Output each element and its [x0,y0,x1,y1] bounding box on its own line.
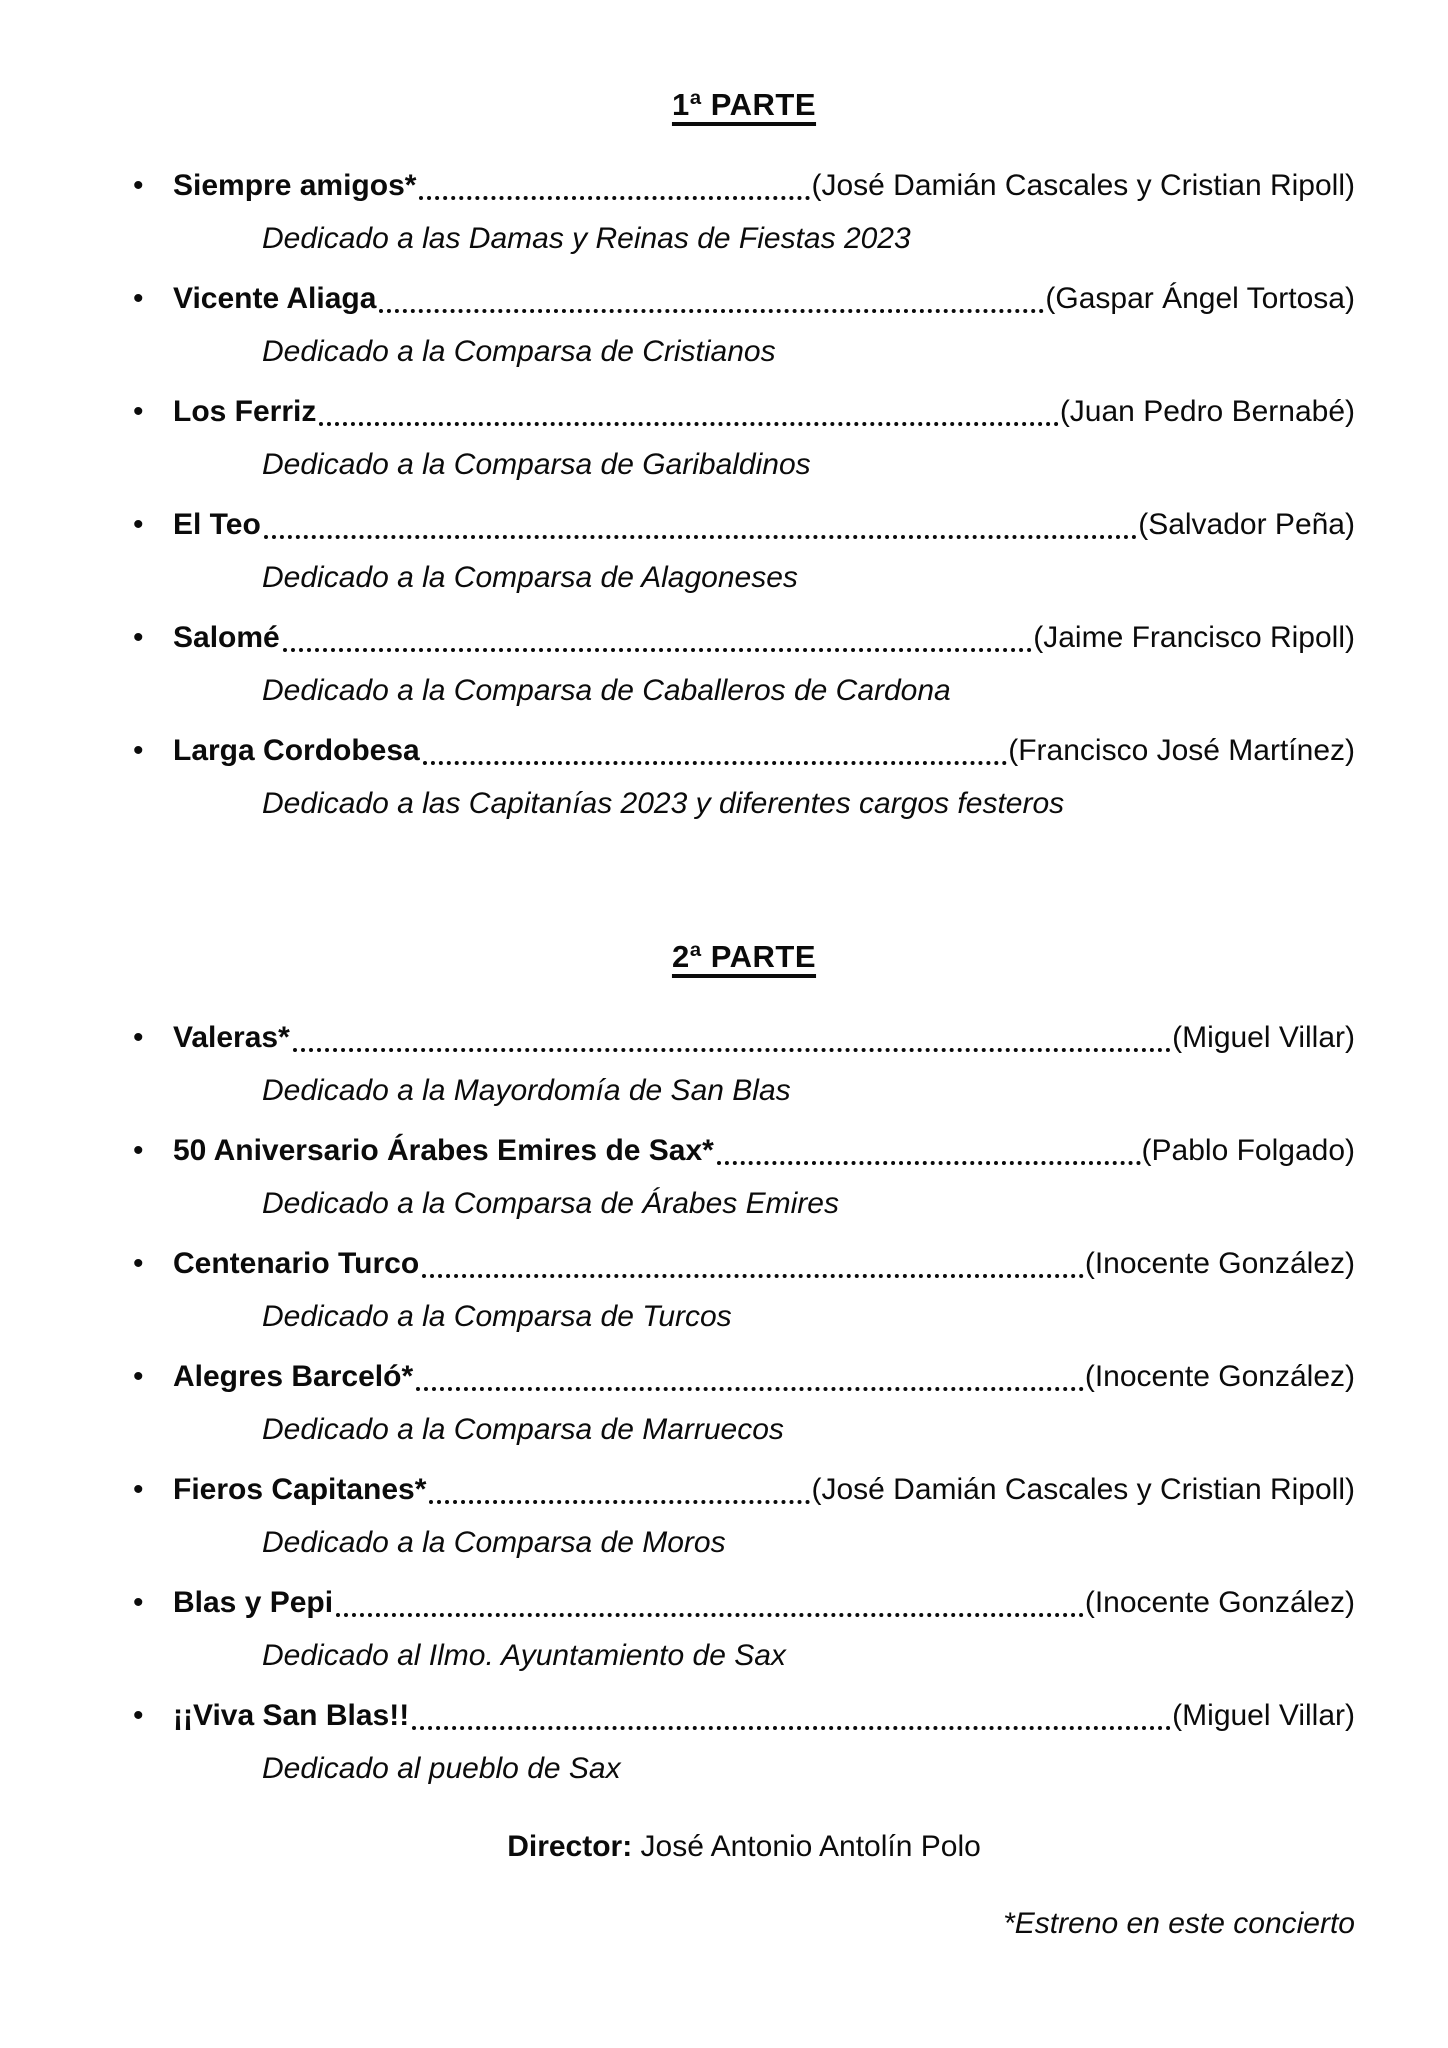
part-2-heading [133,930,1355,983]
song-dedication: Dedicado a la Comparsa de Caballeros de Cardona [262,674,951,707]
song-dedication: Dedicado a las Capitanías 2023 y diferentes cargos festeros [262,787,1065,820]
song-row [133,159,1355,212]
song-row [133,1237,1355,1290]
song-dedication: Dedicado a la Comparsa de Garibaldinos [262,448,811,481]
director-line [133,1820,1355,1873]
song-dedication: Dedicado a las Damas y Reinas de Fiestas 2023 [262,222,911,255]
song-composer: (Gaspar Ángel Tortosa) [1045,282,1355,315]
bullet-icon: • [133,1586,144,1619]
bullet-icon: • [133,734,144,767]
song-composer: (Inocente González) [1084,1247,1355,1280]
song-title: Fieros Capitanes* [173,1473,427,1506]
song-dedication: Dedicado a la Mayordomía de San Blas [262,1074,791,1107]
director-name: José Antonio Antolín Polo [632,1830,981,1863]
bullet-icon: • [133,1360,144,1393]
dot-leader [422,1274,1084,1278]
song-row [133,611,1355,664]
song-title: Valeras* [173,1021,290,1054]
song-row [133,1576,1355,1629]
bullet-icon: • [133,395,144,428]
part-1-heading [133,78,1355,131]
part-1-heading-text: 1ª PARTE [671,87,817,122]
song-composer: (Salvador Peña) [1138,508,1355,541]
song-dedication: Dedicado a la Comparsa de Cristianos [262,335,776,368]
part-2-heading-text: 2ª PARTE [671,939,817,974]
song-title: Larga Cordobesa [173,734,420,767]
song-title: El Teo [173,508,261,541]
song-composer: (Pablo Folgado) [1141,1134,1355,1167]
song-composer: (Miguel Villar) [1172,1699,1355,1732]
song-title: Alegres Barceló* [173,1360,414,1393]
song-title: 50 Aniversario Árabes Emires de Sax* [173,1134,714,1167]
song-title: Los Ferriz [173,395,317,428]
dot-leader [429,1500,810,1504]
bullet-icon: • [133,169,144,202]
dot-leader [412,1726,1171,1730]
song-composer: (José Damián Cascales y Cristian Ripoll) [811,1473,1355,1506]
song-composer: (Francisco José Martínez) [1008,734,1355,767]
bullet-icon: • [133,282,144,315]
song-dedication: Dedicado a la Comparsa de Marruecos [262,1413,784,1446]
song-row [133,1689,1355,1742]
dot-leader [283,648,1033,652]
bullet-icon: • [133,508,144,541]
dot-leader [416,1387,1084,1391]
song-title: Salomé [173,621,280,654]
dot-leader [379,309,1044,313]
song-dedication: Dedicado a la Comparsa de Turcos [262,1300,732,1333]
song-title: Siempre amigos* [173,169,417,202]
song-title: Blas y Pepi [173,1586,334,1619]
director-label: Director: [507,1830,633,1863]
dot-leader [717,1161,1141,1165]
song-row [133,272,1355,325]
dot-leader [419,196,810,200]
song-title: Centenario Turco [173,1247,420,1280]
bullet-icon: • [133,621,144,654]
song-row [133,498,1355,551]
song-row [133,1124,1355,1177]
song-row [133,724,1355,777]
song-dedication: Dedicado a la Comparsa de Moros [262,1526,726,1559]
bullet-icon: • [133,1699,144,1732]
song-row [133,385,1355,438]
dot-leader [319,422,1058,426]
part-1-list [133,159,1355,830]
song-composer: (Inocente González) [1084,1586,1355,1619]
song-composer: (Juan Pedro Bernabé) [1059,395,1355,428]
song-composer: (Jaime Francisco Ripoll) [1033,621,1355,654]
song-row [133,1350,1355,1403]
song-row [133,1011,1355,1064]
song-composer: (José Damián Cascales y Cristian Ripoll) [811,169,1355,202]
song-dedication: Dedicado a la Comparsa de Alagoneses [262,561,798,594]
song-dedication: Dedicado al pueblo de Sax [262,1752,621,1785]
song-row [133,1463,1355,1516]
song-composer: (Inocente González) [1084,1360,1355,1393]
bullet-icon: • [133,1021,144,1054]
bullet-icon: • [133,1247,144,1280]
song-dedication: Dedicado a la Comparsa de Árabes Emires [262,1187,839,1220]
part-2-list [133,1011,1355,1795]
dot-leader [336,1613,1084,1617]
dot-leader [293,1048,1171,1052]
song-title: Vicente Aliaga [173,282,377,315]
dot-leader [264,535,1137,539]
song-composer: (Miguel Villar) [1172,1021,1355,1054]
bullet-icon: • [133,1134,144,1167]
dot-leader [423,761,1008,765]
bullet-icon: • [133,1473,144,1506]
song-dedication: Dedicado al Ilmo. Ayuntamiento de Sax [262,1639,786,1672]
song-title: ¡¡Viva San Blas!! [173,1699,410,1732]
premiere-footnote: *Estreno en este concierto [1003,1907,1355,1940]
